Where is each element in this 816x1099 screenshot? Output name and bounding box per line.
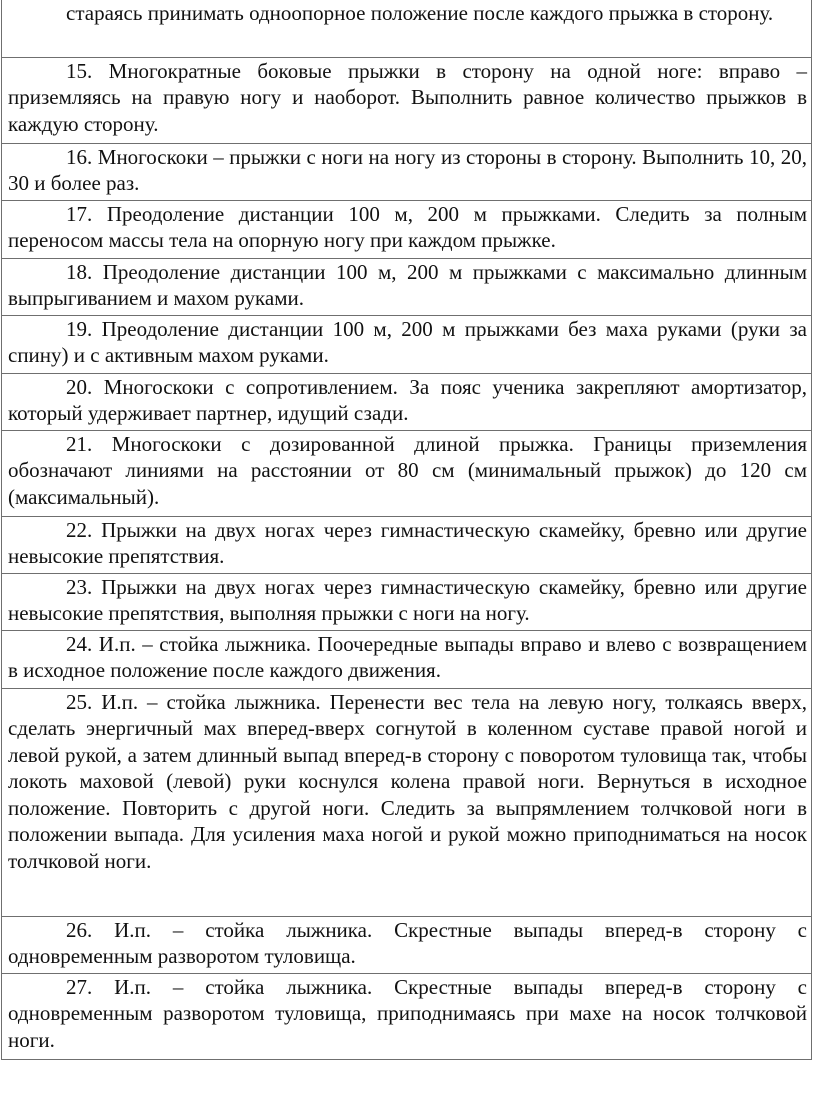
table-row — [2, 688, 812, 916]
table-row — [2, 516, 812, 573]
exercise-26: 26. И.п. – стойка лыжника. Скрестные выпады вперед-в сторону с одновременным разворотом туловища. — [2, 916, 812, 973]
exercise-27: 27. И.п. – стойка лыжника. Скрестные выпады вперед-в сторону с одновременным разворотом туловища, приподнимаясь при махе на носок толчковой ноги. — [2, 973, 812, 1059]
exercise-21: 21. Многоскоки с дозированной длиной прыжка. Границы приземления обозначают линиями на расстоянии от 80 см (минимальный прыжок) до 120 см (максимальный). — [2, 430, 812, 516]
table-row — [2, 373, 812, 430]
table-row — [2, 430, 812, 516]
table-row — [2, 573, 812, 630]
table-row — [2, 143, 812, 200]
exercise-22: 22. Прыжки на двух ногах через гимнастическую скамейку, бревно или другие невысокие препятствия. — [2, 516, 812, 573]
table-row — [2, 0, 812, 57]
exercise-25: 25. И.п. – стойка лыжника. Перенести вес тела на левую ногу, толкаясь вверх, сделать энергичный мах вперед-вверх согнутой в коленном суставе правой ногой и левой рукой, а затем длинный выпад вперед-в сторону с поворотом туловища так, чтобы локоть маховой (левой) руки коснулся колена правой ноги. Вернуться в исходное положение. Повторить с другой ноги. Следить за выпрямлением толчковой ноги в положении выпада. Для усиления маха ногой и рукой можно приподниматься на носок толчковой ноги. — [2, 688, 812, 916]
table-row — [2, 200, 812, 258]
table-row — [2, 57, 812, 143]
exercise-19: 19. Преодоление дистанции 100 м, 200 м прыжками без маха руками (руки за спину) и с активным махом руками. — [2, 315, 812, 373]
exercise-table — [1, 0, 812, 1060]
exercise-continuation: стараясь принимать одноопорное положение после каждого прыжка в сторону. — [2, 0, 812, 57]
exercise-18: 18. Преодоление дистанции 100 м, 200 м прыжками с максимально длинным выпрыгиванием и махом руками. — [2, 258, 812, 315]
exercise-16: 16. Многоскоки – прыжки с ноги на ногу из стороны в сторону. Выполнить 10, 20, 30 и более раз. — [2, 143, 812, 200]
table-row — [2, 916, 812, 973]
table-row — [2, 630, 812, 688]
table-row — [2, 258, 812, 315]
table-row — [2, 973, 812, 1059]
exercise-20: 20. Многоскоки с сопротивлением. За пояс ученика закрепляют амортизатор, который удерживает партнер, идущий сзади. — [2, 373, 812, 430]
table-row — [2, 315, 812, 373]
exercise-24: 24. И.п. – стойка лыжника. Поочередные выпады вправо и влево с возвращением в исходное положение после каждого движения. — [2, 630, 812, 688]
exercise-17: 17. Преодоление дистанции 100 м, 200 м прыжками. Следить за полным переносом массы тела на опорную ногу при каждом прыжке. — [2, 200, 812, 258]
exercise-15: 15. Многократные боковые прыжки в сторону на одной ноге: вправо – приземляясь на правую ногу и наоборот. Выполнить равное количество прыжков в каждую сторону. — [2, 57, 812, 143]
exercise-23: 23. Прыжки на двух ногах через гимнастическую скамейку, бревно или другие невысокие препятствия, выполняя прыжки с ноги на ногу. — [2, 573, 812, 630]
